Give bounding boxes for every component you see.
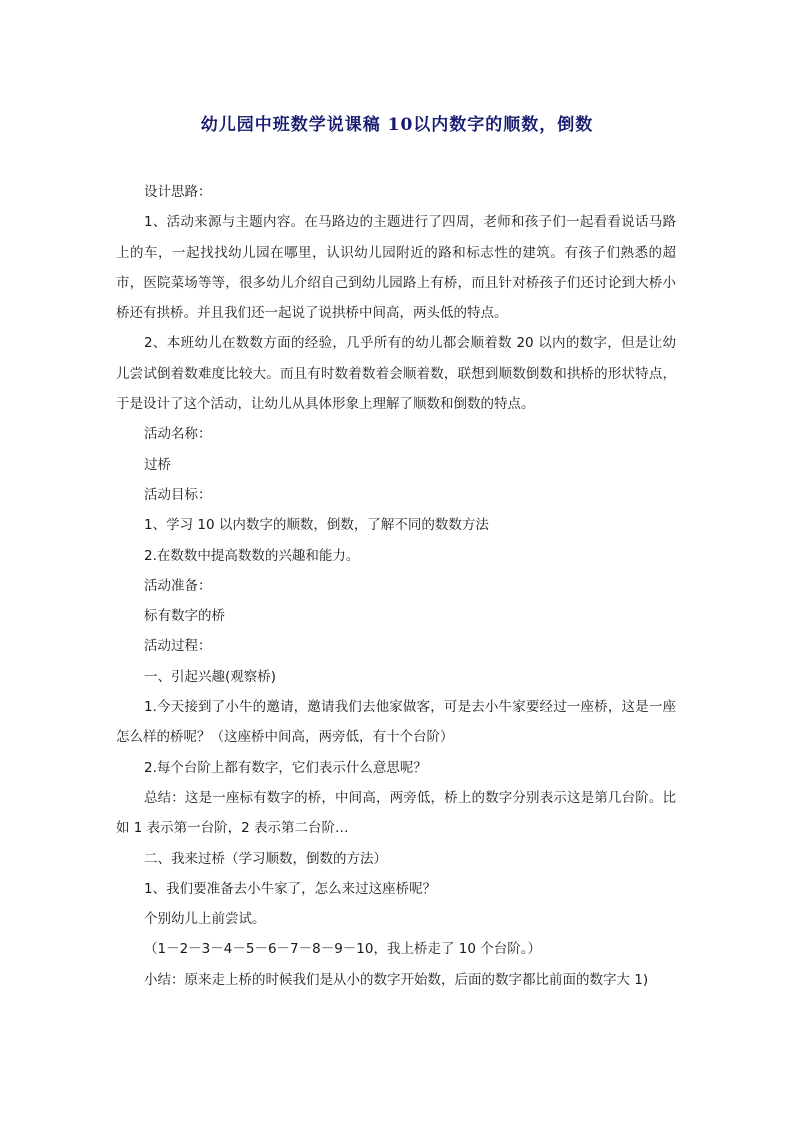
- paragraph-process-heading: 活动过程：: [144, 638, 212, 655]
- paragraph-design-heading: 设计思路：: [144, 184, 212, 200]
- paragraph-summary-1: 总结：这是一座标有数字的桥，中间高，两旁低，桥上的数字分别表示这是第几台阶。比如 1 表示第一台阶，2 表示第二台阶…: [116, 789, 676, 837]
- paragraph-section-2-step-1: 1、我们要准备去小牛家了，怎么来过这座桥呢？: [144, 880, 437, 897]
- paragraph-summary-2: 小结：原来走上桥的时候我们是从小的数字开始数，后面的数字都比前面的数字大 1): [144, 971, 649, 988]
- paragraph-activity-name-heading: 活动名称：: [144, 426, 212, 443]
- paragraph-activity-name: 过桥: [144, 456, 171, 473]
- paragraph-goal-1: 1、学习 10 以内数字的顺数，倒数，了解不同的数数方法: [144, 517, 489, 534]
- paragraph-preparation-heading: 活动准备：: [144, 577, 212, 594]
- paragraph-section-2-heading: 二、我来过桥（学习顺数，倒数的方法）: [144, 850, 387, 867]
- paragraph-step-2: 2.每个台阶上都有数字，它们表示什么意思呢？: [144, 759, 427, 776]
- paragraph-counting-sequence: （1－2－3－4－5－6－7－8－9－10，我上桥走了 10 个台阶。）: [144, 941, 541, 958]
- paragraph-activity-source: 1、活动来源与主题内容。在马路边的主题进行了四周，老师和孩子们一起看看说话马路上的车，一起找找幼儿园在哪里，认识幼儿园附近的路和标志性的建筑。有孩子们熟悉的超市，医院菜场等等，很多幼儿介绍自己到幼儿园路上有桥，而且针对桥孩子们还讨论到大桥小桥还有拱桥。并且我们还一起说了说拱桥中间高，两头低的特点。: [116, 214, 676, 322]
- paragraph-goals-heading: 活动目标：: [144, 486, 212, 503]
- document-body: [116, 177, 676, 995]
- paragraph-step-1: 1.今天接到了小牛的邀请，邀请我们去他家做客，可是去小牛家要经过一座桥，这是一座怎么样的桥呢？（这座桥中间高，两旁低，有十个台阶）: [116, 699, 676, 746]
- paragraph-individual-try: 个别幼儿上前尝试。: [144, 911, 266, 928]
- paragraph-section-1-heading: 一、引起兴趣(观察桥): [144, 668, 277, 685]
- paragraph-goal-2: 2.在数数中提高数数的兴趣和能力。: [144, 547, 360, 564]
- paragraph-class-experience: 2、本班幼儿在数数方面的经验，几乎所有的幼儿都会顺着数 20 以内的数字，但是让幼儿尝试倒着数难度比较大。而且有时数着数着会顺着数，联想到顺数倒数和拱桥的形状特点，于是设计了这个活动，让幼儿从具体形象上理解了顺数和倒数的特点。: [116, 335, 676, 413]
- paragraph-preparation: 标有数字的桥: [144, 608, 225, 625]
- document-title: 幼儿园中班数学说课稿 10以内数字的顺数，倒数: [200, 115, 594, 135]
